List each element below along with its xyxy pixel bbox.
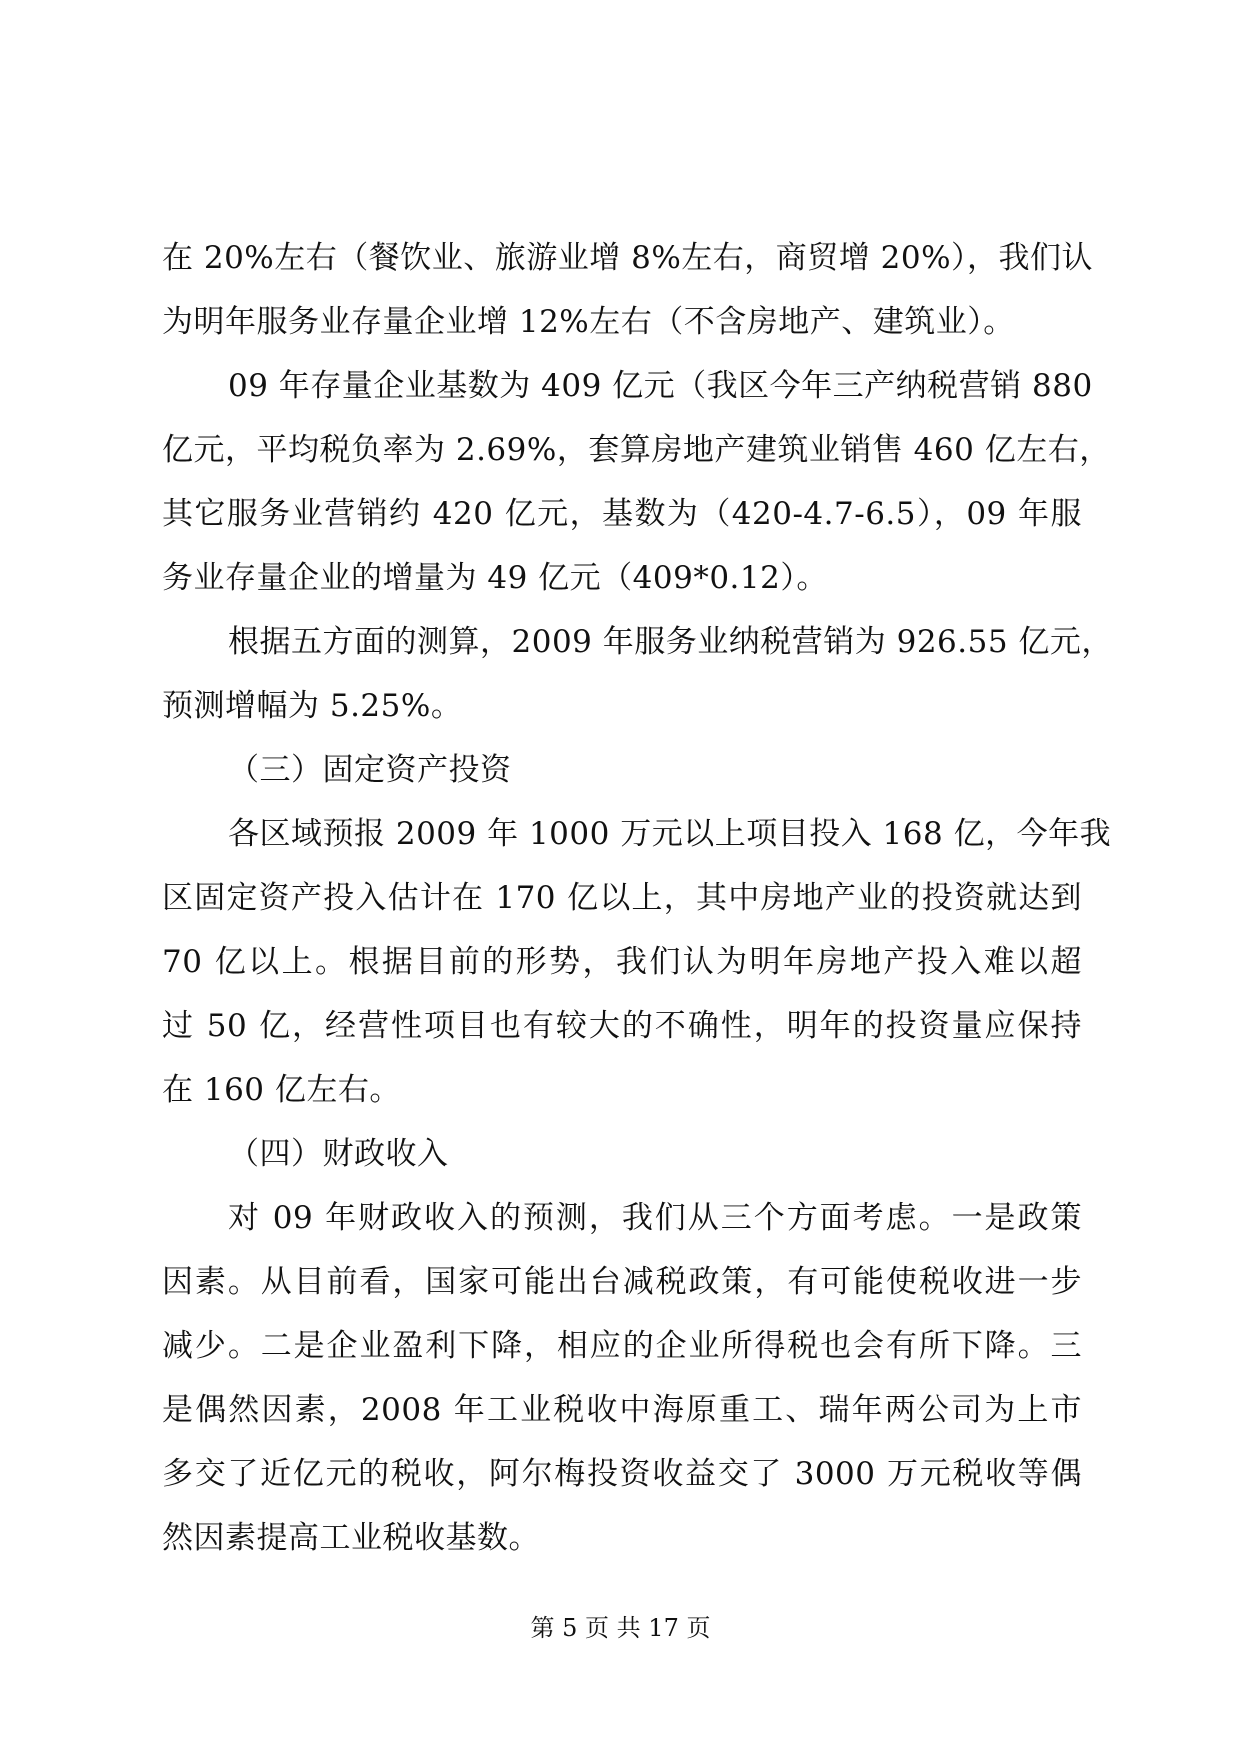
- paragraph-4-line-3: 70 亿以上。根据目前的形势，我们认为明年房地产投入难以超: [162, 944, 1082, 980]
- paragraph-2-line-2: 亿元，平均税负率为 2.69%，套算房地产建筑业销售 460 亿左右，: [162, 432, 1111, 468]
- section-heading-fixed-assets: （三）固定资产投资: [228, 752, 512, 788]
- paragraph-1-line-2: 为明年服务业存量企业增 12%左右（不含房地产、建筑业）。: [162, 304, 1015, 340]
- paragraph-4-line-5: 在 160 亿左右。: [162, 1072, 401, 1108]
- paragraph-5-line-5: 多交了近亿元的税收，阿尔梅投资收益交了 3000 万元税收等偶: [162, 1456, 1082, 1492]
- paragraph-4-line-4: 过 50 亿，经营性项目也有较大的不确性，明年的投资量应保持: [162, 1008, 1082, 1044]
- paragraph-5-line-2: 因素。从目前看，国家可能出台减税政策，有可能使税收进一步: [162, 1264, 1082, 1300]
- page-number-footer: 第 5 页 共 17 页: [530, 1614, 711, 1642]
- paragraph-2-line-1: 09 年存量企业基数为 409 亿元（我区今年三产纳税营销 880: [228, 368, 1093, 404]
- paragraph-2-line-4: 务业存量企业的增量为 49 亿元（409*0.12）。: [162, 560, 828, 596]
- paragraph-4-line-2: 区固定资产投入估计在 170 亿以上，其中房地产业的投资就达到: [162, 880, 1082, 916]
- paragraph-3-line-2: 预测增幅为 5.25%。: [162, 688, 463, 724]
- paragraph-5-line-6: 然因素提高工业税收基数。: [162, 1520, 540, 1556]
- paragraph-4-line-1: 各区域预报 2009 年 1000 万元以上项目投入 168 亿，今年我: [228, 816, 1112, 852]
- paragraph-3-line-1: 根据五方面的测算，2009 年服务业纳税营销为 926.55 亿元，: [228, 624, 1113, 660]
- section-heading-fiscal-revenue: （四）财政收入: [228, 1136, 449, 1172]
- paragraph-5-line-1: 对 09 年财政收入的预测，我们从三个方面考虑。一是政策: [228, 1200, 1082, 1236]
- paragraph-2-line-3: 其它服务业营销约 420 亿元，基数为（420-4.7-6.5），09 年服: [162, 496, 1082, 532]
- paragraph-1-line-1: 在 20%左右（餐饮业、旅游业增 8%左右，商贸增 20%），我们认: [162, 240, 1094, 276]
- paragraph-5-line-4: 是偶然因素，2008 年工业税收中海原重工、瑞年两公司为上市: [162, 1392, 1082, 1428]
- paragraph-5-line-3: 减少。二是企业盈利下降，相应的企业所得税也会有所下降。三: [162, 1328, 1082, 1364]
